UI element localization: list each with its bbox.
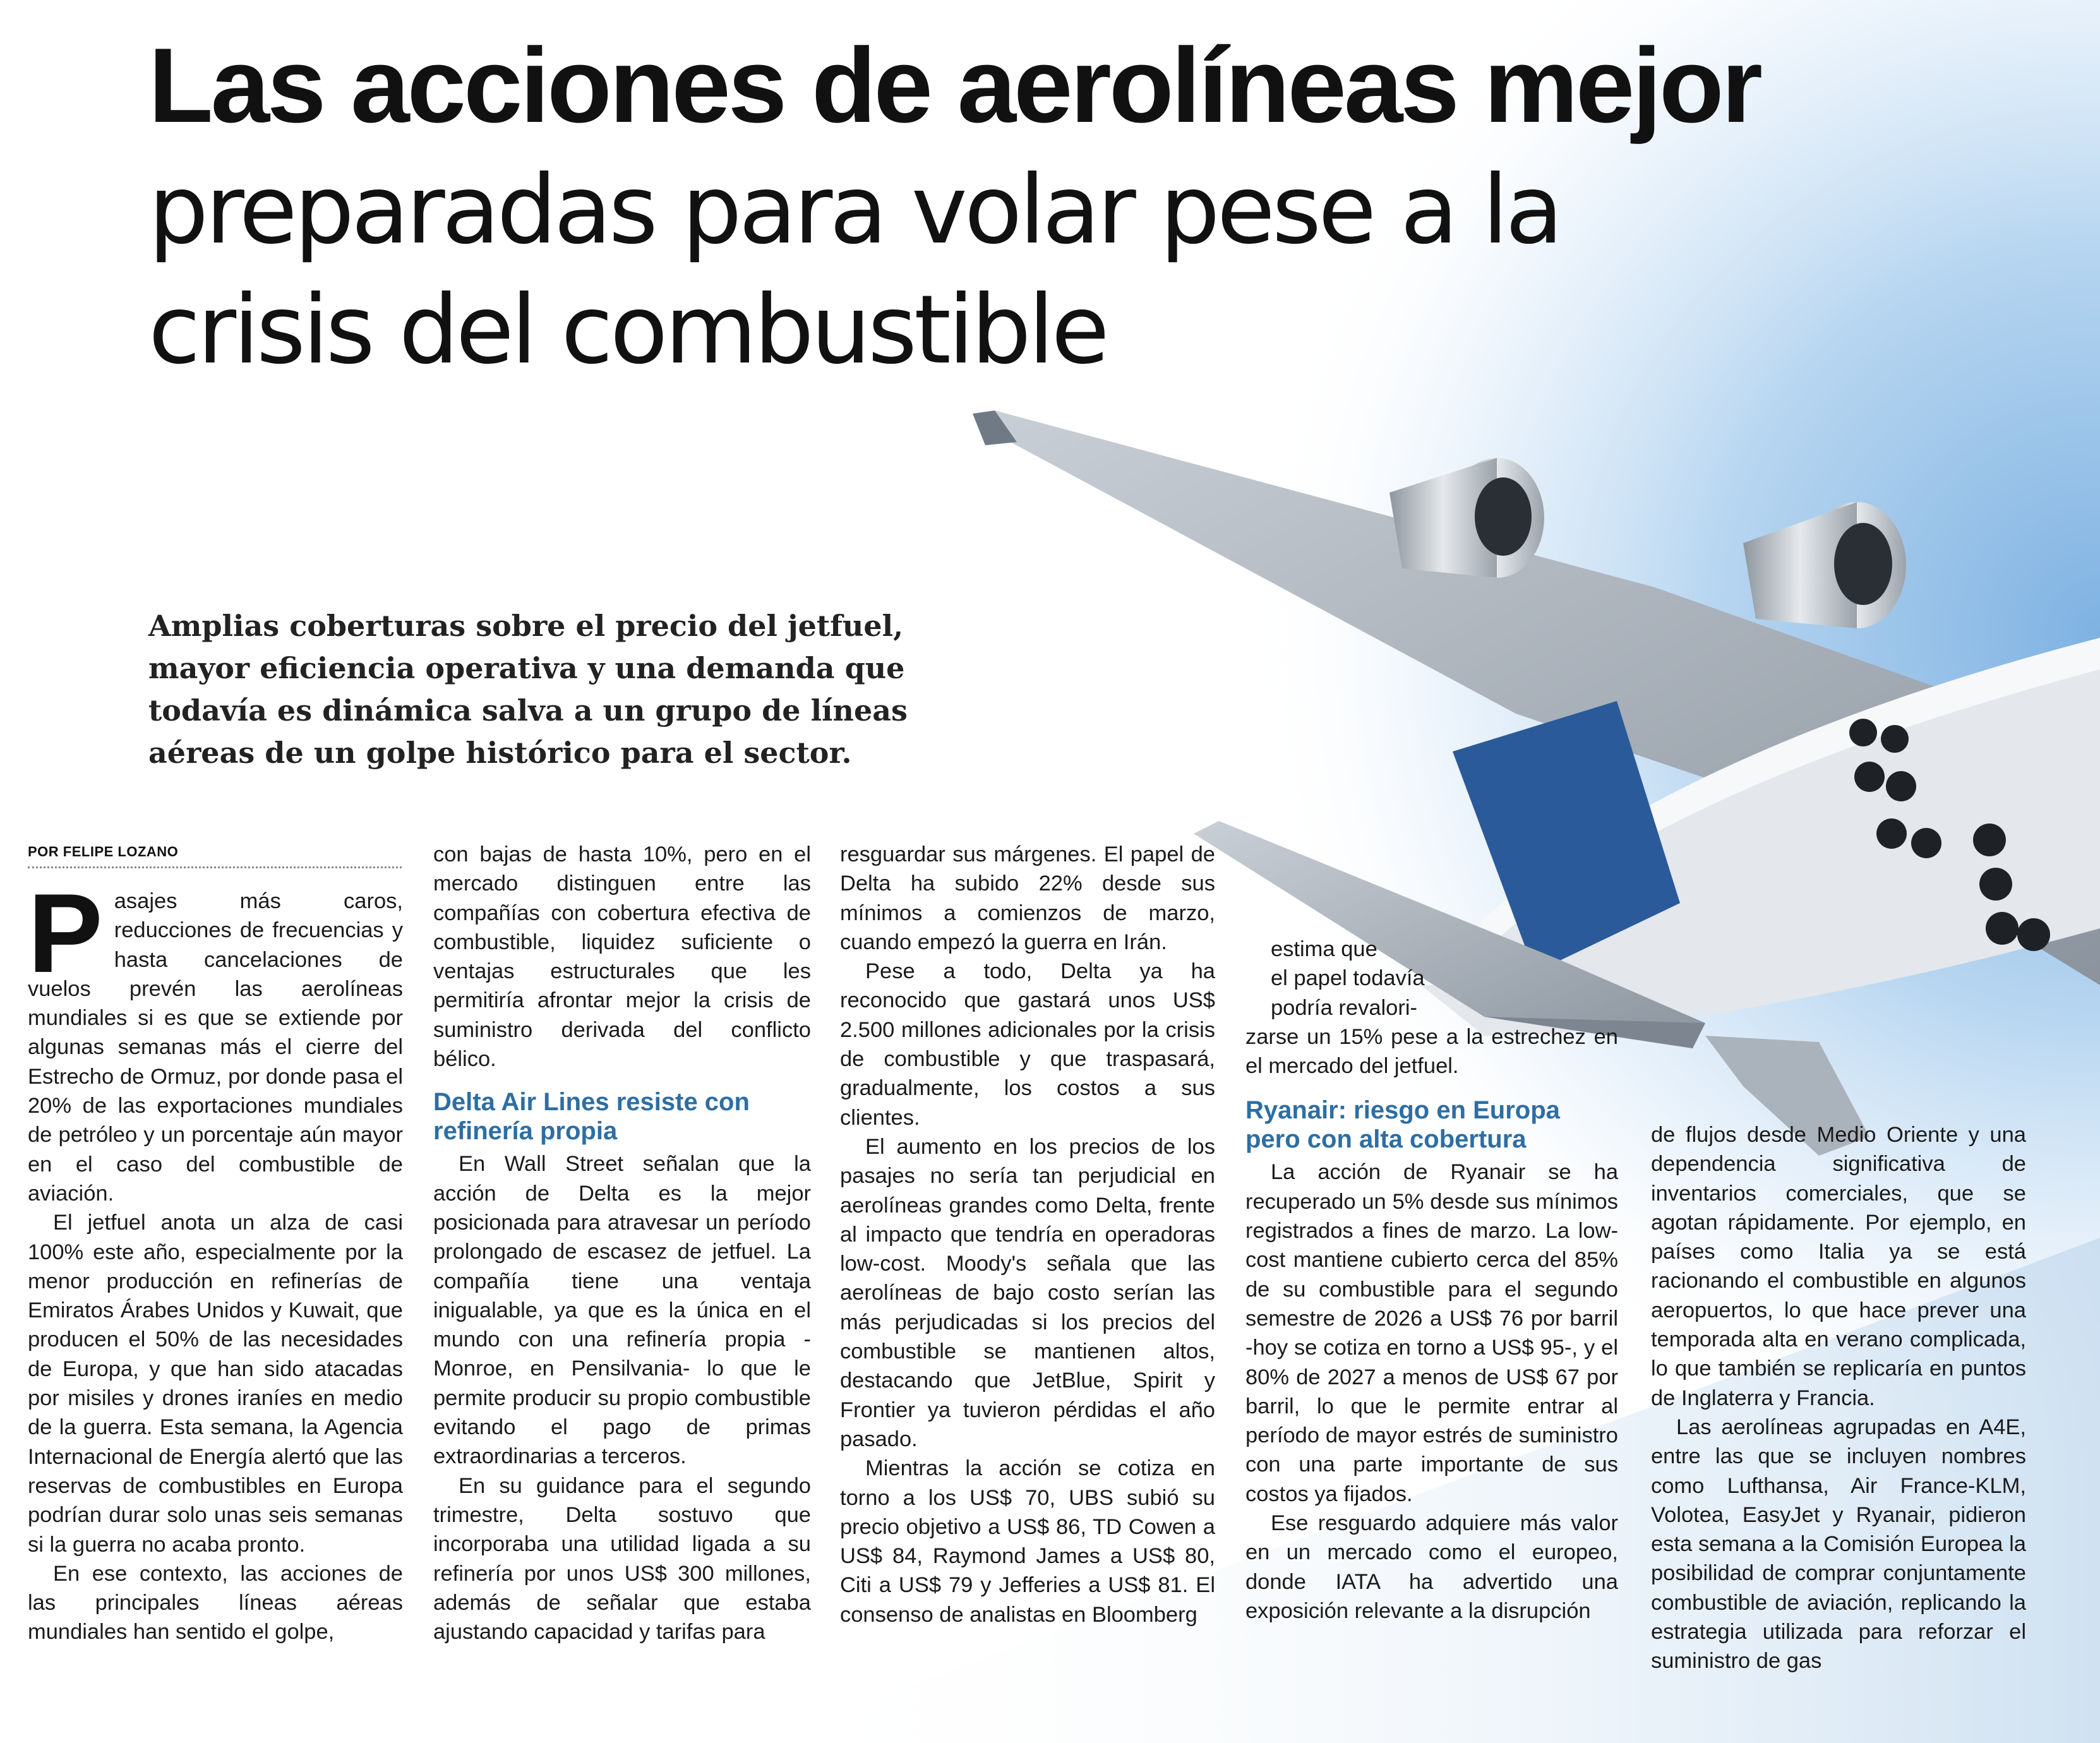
article-column-5 bbox=[1651, 1120, 2026, 1676]
paragraph: Pasajes más caros, reducciones de frecuencias y hasta cancelaciones de vuelos prevén las aerolíneas mundiales si es que se extiende por algunas semanas más el cierre del Estrecho de Ormuz, por donde pasa el 20% de las exportaciones mundiales de petróleo y un porcentaje aún mayor en el caso del combustible de aviación. bbox=[28, 870, 403, 1206]
paragraph: El jetfuel anota un alza de casi 100% este año, especialmente por la menor producción en refinerías de Emiratos Árabes Unidos y Kuwait, que producen el 50% de las necesidades de Europa, y que han sido atacadas por misiles y drones iraníes en medio de la guerra. Esta semana, la Agencia Internacional de Energía alertó que las reservas de combustibles en Europa podrían durar solo unas seis semanas si la guerra no acaba pronto. bbox=[28, 1211, 403, 1557]
paragraph: con bajas de hasta 10%, pero en el mercado distinguen entre las compañías con cobertura efectiva de combustible, liquidez suficiente o ventajas estructurales que les permitiría afrontar mejor la crisis de suministro derivada del conflicto bélico. bbox=[433, 842, 811, 1072]
article-column-1 bbox=[28, 870, 403, 1647]
paragraph: resguardar sus márgenes. El papel de Delta ha subido 22% desde sus mínimos a comienzos de marzo, cuando empezó la guerra en Irán. bbox=[840, 842, 1215, 954]
narrow-lines bbox=[1245, 935, 1618, 1022]
headline-bold: Las acciones de aerolíneas mejor bbox=[148, 26, 1760, 145]
paragraph: La acción de Ryanair se ha recuperado un 5% desde sus mínimos registrados a fines de marzo. La low-cost mantiene cubierto cerca del 85% de su combustible para el segundo semestre de 2026 a US$ 76 por barril -hoy se cotiza en torno a US$ 95-, y el 80% de 2027 a menos de US$ 67 por barril, lo que le permite entrar al período de mayor estrés de suministro con una parte importante de sus costos ya fijados. bbox=[1245, 1160, 1618, 1506]
text-line: estima que bbox=[1271, 937, 1377, 961]
article-column-4 bbox=[1245, 935, 1618, 1626]
subheading-ryanair: Ryanair: riesgo en Europa pero con alta cobertura bbox=[1245, 1096, 1560, 1154]
deck: Amplias coberturas sobre el precio del jetfuel, mayor eficiencia operativa y una demanda que todavía es dinámica salva a un grupo de líneas aéreas de un golpe histórico para el sector. bbox=[148, 609, 908, 770]
text-line: el papel todavía bbox=[1271, 966, 1425, 991]
text-line: podría revalori- bbox=[1271, 995, 1418, 1020]
paragraph: El aumento en los precios de los pasajes no sería tan perjudicial en aerolíneas grandes como Delta, frente al impacto que tendría en operadoras low-cost. Moody's señala que las aerolíneas de bajo costo serían las más perjudicadas si los precios del combustible se mantienen altos, destacando que JetBlue, Spirit y Frontier ya tuvieron pérdidas el año pasado. bbox=[840, 1134, 1215, 1451]
paragraph: zarse un 15% pese a la estrechez en el mercado del jetfuel. bbox=[1245, 1024, 1618, 1079]
paragraph: Las aerolíneas agrupadas en A4E, entre las que se incluyen nombres como Lufthansa, Air France-KLM, Volotea, EasyJet y Ryanair, pidieron esta semana a la Comisión Europea la posibilidad de comprar conjuntamente combustible de aviación, replicando la estrategia utilizada para reforzar el suministro de gas bbox=[1651, 1415, 2026, 1674]
paragraph: En ese contexto, las acciones de las principales líneas aéreas mundiales han sentido el golpe, bbox=[28, 1561, 403, 1644]
article-column-3 bbox=[840, 840, 1215, 1629]
paragraph: de flujos desde Medio Oriente y una dependencia significativa de inventarios comerciales, que se agotan rápidamente. Por ejemplo, en países como Italia ya se está racionando el combustible en algunos aeropuertos, lo que hace prever una temporada alta en verano complicada, lo que también se replicaría en puntos de Inglaterra y Francia. bbox=[1651, 1123, 2026, 1410]
subheading-delta: Delta Air Lines resiste con refinería propia bbox=[433, 1088, 750, 1146]
paragraph: En su guidance para el segundo trimestre, Delta sostuvo que incorporaba una utilidad ligada a su refinería por unos US$ 300 millones, además de señalar que estaba ajustando capacidad y tarifas para bbox=[433, 1473, 811, 1644]
byline: POR FELIPE LOZANO bbox=[28, 844, 402, 868]
article-column-2 bbox=[433, 840, 811, 1646]
drop-cap: P bbox=[28, 870, 103, 996]
paragraph: Pese a todo, Delta ya ha reconocido que gastará unos US$ 2.500 millones adicionales por la crisis de combustible y que traspasará, gradualmente, los costos a sus clientes. bbox=[840, 959, 1215, 1130]
paragraph: Ese resguardo adquiere más valor en un mercado como el europeo, donde IATA ha advertido una exposición relevante a la disrupción bbox=[1245, 1511, 1618, 1623]
headline-light-line: crisis del combustible bbox=[148, 275, 1107, 385]
headline-light bbox=[148, 150, 1560, 390]
paragraph: En Wall Street señalan que la acción de Delta es la mejor posicionada para atravesar un período prolongado de escasez de jetfuel. La compañía tiene una ventaja inigualable, ya que es la única en el mundo con una refinería propia -Monroe, en Pensilvania- lo que le permite producir su propio combustible evitando el pago de primas extraordinarias a terceros. bbox=[433, 1152, 811, 1469]
paragraph: Mientras la acción se cotiza en torno a los US$ 70, UBS subió su precio objetivo a US$ 86, TD Cowen a US$ 84, Raymond James a US$ 80, Citi a US$ 79 y Jefferies a US$ 81. El consenso de analistas en Bloomberg bbox=[840, 1456, 1215, 1627]
headline-light-line: preparadas para volar pese a la bbox=[148, 155, 1561, 265]
